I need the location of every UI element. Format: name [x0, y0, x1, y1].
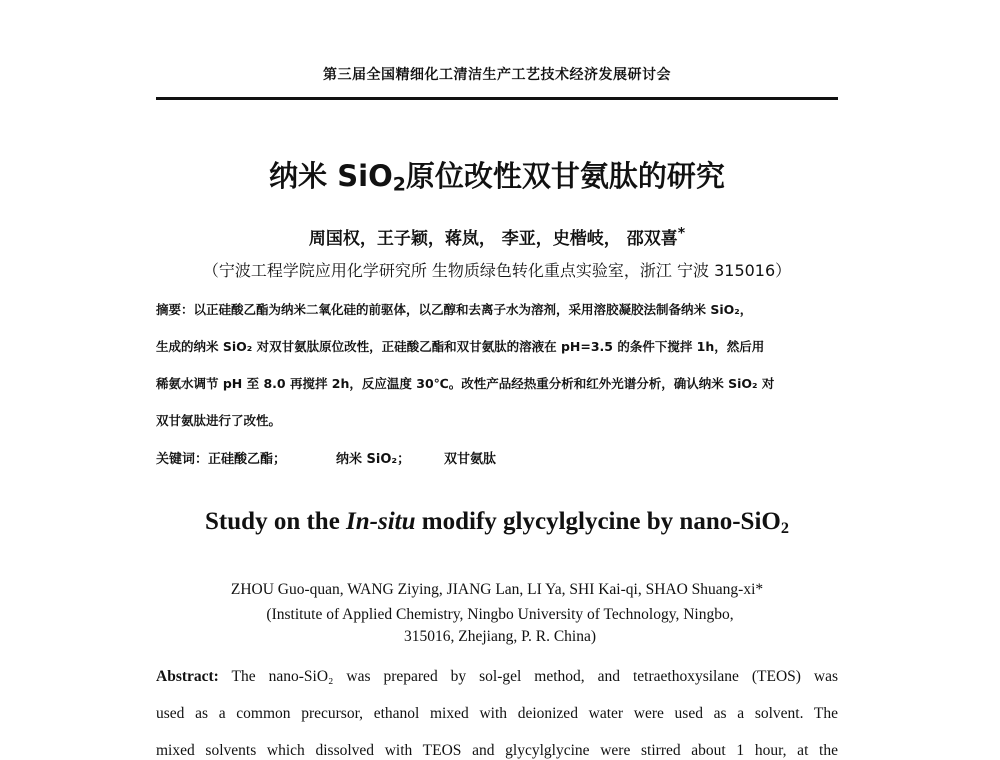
english-affiliation: [230, 604, 770, 648]
chinese-authors-text: 周国权，王子颖，蒋岚， 李亚，史楷岐， 邵双喜: [308, 229, 678, 249]
chinese-authors: [156, 224, 838, 249]
chinese-abstract-label: 摘要：: [156, 302, 194, 317]
english-abstract-line: used as a common precursor, ethanol mixed with deionized water were used as a solvent. The: [156, 705, 838, 722]
chinese-title-suffix: 原位改性双甘氨肽的研究: [405, 159, 725, 193]
chinese-title-subscript: 2: [392, 174, 406, 196]
english-title-mid: modify glycylglycine by nano-SiO: [415, 508, 781, 535]
english-authors: ZHOU Guo-quan, WANG Ziying, JIANG Lan, LI Ya, SHI Kai-qi, SHAO Shuang-xi*: [230, 581, 764, 598]
corresponding-author-mark: *: [677, 225, 686, 242]
english-affiliation-line: (Institute of Applied Chemistry, Ningbo University of Technology, Ningbo,: [266, 606, 734, 623]
english-abstract-text: The nano-SiO₂ was prepared by sol-gel method, and tetraethoxysilane (TEOS) was: [218, 668, 838, 685]
keyword: 纳米 SiO₂；: [336, 452, 411, 467]
english-abstract-label: Abstract:: [156, 668, 219, 685]
english-title: [156, 508, 838, 536]
chinese-abstract-line: 稀氨水调节 pH 至 8.0 再搅拌 2h，反应温度 30℃。改性产品经热重分析和红外光谱分析，确认纳米 SiO₂ 对: [156, 376, 775, 391]
keyword: 正硅酸乙酯；: [208, 452, 287, 467]
chinese-title-prefix: 纳米 SiO: [269, 159, 393, 193]
english-abstract-line: mixed solvents which dissolved with TEOS and glycylglycine were stirred about 1 hour, at the: [156, 742, 838, 759]
chinese-keywords: [156, 448, 838, 467]
chinese-abstract-line: 双甘氨肽进行了改性。: [156, 413, 282, 428]
header-rule: [156, 97, 838, 100]
chinese-abstract-line: 生成的纳米 SiO₂ 对双甘氨肽原位改性，正硅酸乙酯和双甘氨肽的溶液在 pH=3.5 的条件下搅拌 1h，然后用: [156, 339, 765, 354]
chinese-abstract-text: 以正硅酸乙酯为纳米二氧化硅的前驱体，以乙醇和去离子水为溶剂，采用溶胶凝胶法制备纳米 SiO₂，: [193, 302, 753, 317]
keyword: 双甘氨肽: [444, 452, 497, 467]
english-title-italic: In-situ: [346, 508, 416, 535]
chinese-affiliation: （宁波工程学院应用化学研究所 生物质绿色转化重点实验室，浙江 宁波 315016）: [202, 261, 792, 280]
english-title-subscript: 2: [780, 519, 789, 538]
keywords-label: 关键词：: [156, 452, 209, 467]
english-title-pre: Study on the: [205, 508, 347, 535]
english-abstract-line: [156, 668, 838, 686]
chinese-abstract-line: [156, 300, 752, 318]
conference-header: 第三届全国精细化工清洁生产工艺技术经济发展研讨会: [323, 67, 671, 83]
chinese-title: [156, 154, 838, 195]
english-affiliation-line: 315016, Zhejiang, P. R. China): [403, 628, 597, 645]
